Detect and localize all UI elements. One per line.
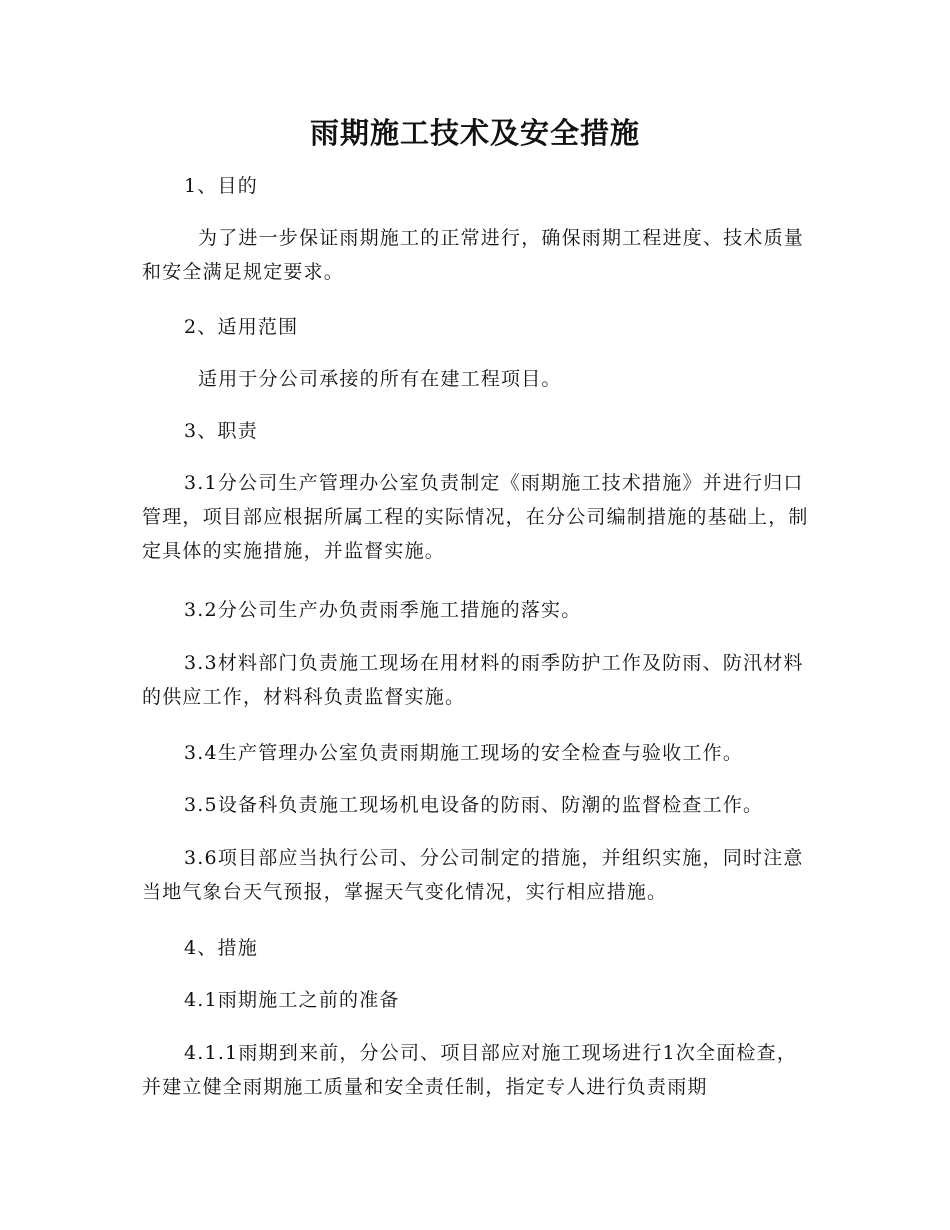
paragraph-3-5: 3.5设备科负责施工现场机电设备的防雨、防潮的监督检查工作。: [184, 794, 764, 816]
section-heading-purpose: 1、目的: [184, 175, 258, 197]
paragraph-purpose: 为了进一步保证雨期施工的正常进行，确保雨期工程进度、技术质量和安全满足规定要求。: [142, 227, 805, 283]
section-heading-scope: 2、适用范围: [184, 316, 299, 338]
paragraph-4-1-1: 4.1.1雨期到来前，分公司、项目部应对施工现场进行1次全面检查，并建立健全雨期施工质量和安全责任制，指定专人进行负责雨期: [142, 1042, 798, 1098]
document-title: 雨期施工技术及安全措施: [309, 116, 640, 150]
paragraph-3-3: 3.3材料部门负责施工现场在用材料的雨季防护工作及防雨、防汛材料的供应工作，材料科负责监督实施。: [142, 652, 804, 708]
section-heading-measures: 4、措施: [184, 937, 258, 959]
paragraph-4-1: 4.1雨期施工之前的准备: [184, 989, 400, 1011]
paragraph-scope: 适用于分公司承接的所有在建工程项目。: [198, 368, 562, 390]
section-heading-responsibilities: 3、职责: [184, 420, 258, 442]
paragraph-3-6: 3.6项目部应当执行公司、分公司制定的措施，并组织实施，同时注意当地气象台天气预报，掌握天气变化情况，实行相应措施。: [142, 847, 804, 903]
paragraph-3-4: 3.4生产管理办公室负责雨期施工现场的安全检查与验收工作。: [184, 742, 744, 764]
paragraph-3-2: 3.2分公司生产办负责雨季施工措施的落实。: [184, 599, 582, 621]
paragraph-3-1: 3.1分公司生产管理办公室负责制定《雨期施工技术措施》并进行归口管理，项目部应根据所属工程的实际情况，在分公司编制措施的基础上，制定具体的实施措施，并监督实施。: [142, 472, 809, 562]
